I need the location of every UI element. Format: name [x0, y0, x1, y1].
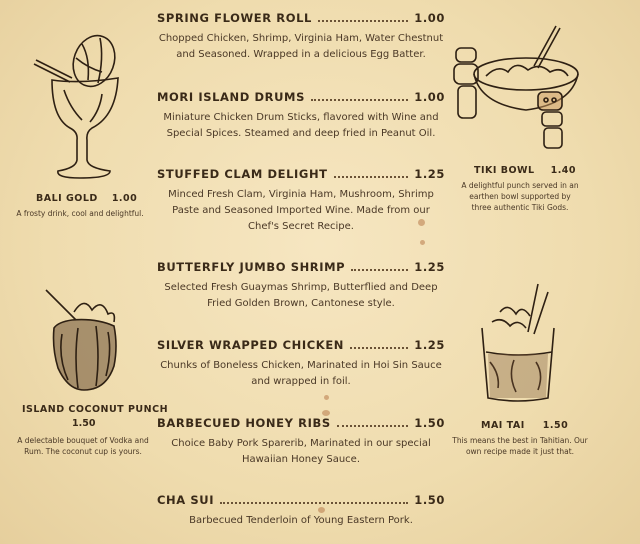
leader-dots [220, 502, 408, 504]
item-price: 1.00 [414, 11, 445, 25]
drink-name: BALI GOLD [36, 193, 98, 204]
coconut-cup-icon [44, 288, 124, 398]
menu-item-butterfly-jumbo-shrimp [157, 260, 445, 312]
item-price: 1.50 [414, 416, 445, 430]
coconut-punch-description: A delectable bouquet of Vodka and Rum. The coconut cup is yours. [17, 436, 149, 456]
leader-dots [351, 269, 408, 271]
leader-dots [350, 347, 408, 349]
item-price: 1.25 [414, 167, 445, 181]
tiki-bowl-title [474, 165, 576, 176]
item-name: SPRING FLOWER ROLL [157, 11, 312, 25]
menu-item-spring-flower-roll [157, 11, 445, 63]
item-name: STUFFED CLAM DELIGHT [157, 167, 328, 181]
drink-price: 1.40 [550, 165, 577, 176]
menu-item-silver-wrapped-chicken [157, 338, 445, 390]
mai-tai-title [481, 420, 568, 431]
item-name: BARBECUED HONEY RIBS [157, 416, 331, 430]
paper-stain [324, 395, 329, 400]
menu-item-stuffed-clam-delight [157, 167, 445, 235]
leader-dots [311, 99, 408, 101]
item-description: Barbecued Tenderloin of Young Eastern Pork. [189, 515, 413, 526]
item-description: Miniature Chicken Drum Sticks, flavored with Wine and Special Spices. Steamed and deep fried in Peanut Oil. [163, 112, 439, 139]
drink-price: 1.00 [111, 193, 138, 204]
item-name: MORI ISLAND DRUMS [157, 90, 305, 104]
item-name: BUTTERFLY JUMBO SHRIMP [157, 260, 346, 274]
item-description: Minced Fresh Clam, Virginia Ham, Mushroom, Shrimp Paste and Seasoned Imported Wine. Made from our Chef's Secret Recipe. [168, 189, 434, 232]
leader-dots [318, 20, 408, 22]
menu-item-cha-sui [157, 493, 445, 529]
bali-gold-title [36, 193, 137, 204]
item-description: Chopped Chicken, Shrimp, Virginia Ham, Water Chestnut and Seasoned. Wrapped in a delicious Egg Batter. [158, 33, 444, 60]
drink-name: TIKI BOWL [474, 165, 535, 176]
leader-dots [334, 176, 409, 178]
coconut-punch-price: 1.50 [72, 418, 96, 429]
item-price: 1.25 [414, 338, 445, 352]
item-description: Selected Fresh Guaymas Shrimp, Butterflied and Deep Fried Golden Brown, Cantonese style. [164, 282, 438, 309]
paper-stain [420, 240, 425, 245]
drink-price: 1.50 [542, 420, 569, 431]
item-description: Choice Baby Pork Sparerib, Marinated in our special Hawaiian Honey Sauce. [171, 438, 431, 465]
tiki-bowl-description: A delightful punch served in an earthen bowl supported by three authentic Tiki Gods. [461, 181, 579, 212]
tiki-bowl-icon [446, 18, 586, 153]
item-description: Chunks of Boneless Chicken, Marinated in Hoi Sin Sauce and wrapped in foil. [160, 360, 442, 387]
bali-gold-description: A frosty drink, cool and delightful. [16, 209, 144, 218]
cocktail-glass-icon [30, 28, 130, 183]
mai-tai-description: This means the best in Tahitian. Our own recipe made it just that. [452, 436, 588, 456]
item-price: 1.25 [414, 260, 445, 274]
item-name: CHA SUI [157, 493, 215, 507]
mai-tai-glass-icon [478, 282, 560, 407]
menu-item-barbecued-honey-ribs [157, 416, 445, 468]
item-name: SILVER WRAPPED CHICKEN [157, 338, 344, 352]
item-price: 1.50 [414, 493, 445, 507]
item-price: 1.00 [414, 90, 445, 104]
menu-item-mori-island-drums [157, 90, 445, 142]
coconut-punch-title: ISLAND COCONUT PUNCH [22, 404, 169, 415]
leader-dots [337, 425, 409, 427]
drink-name: MAI TAI [481, 420, 525, 431]
